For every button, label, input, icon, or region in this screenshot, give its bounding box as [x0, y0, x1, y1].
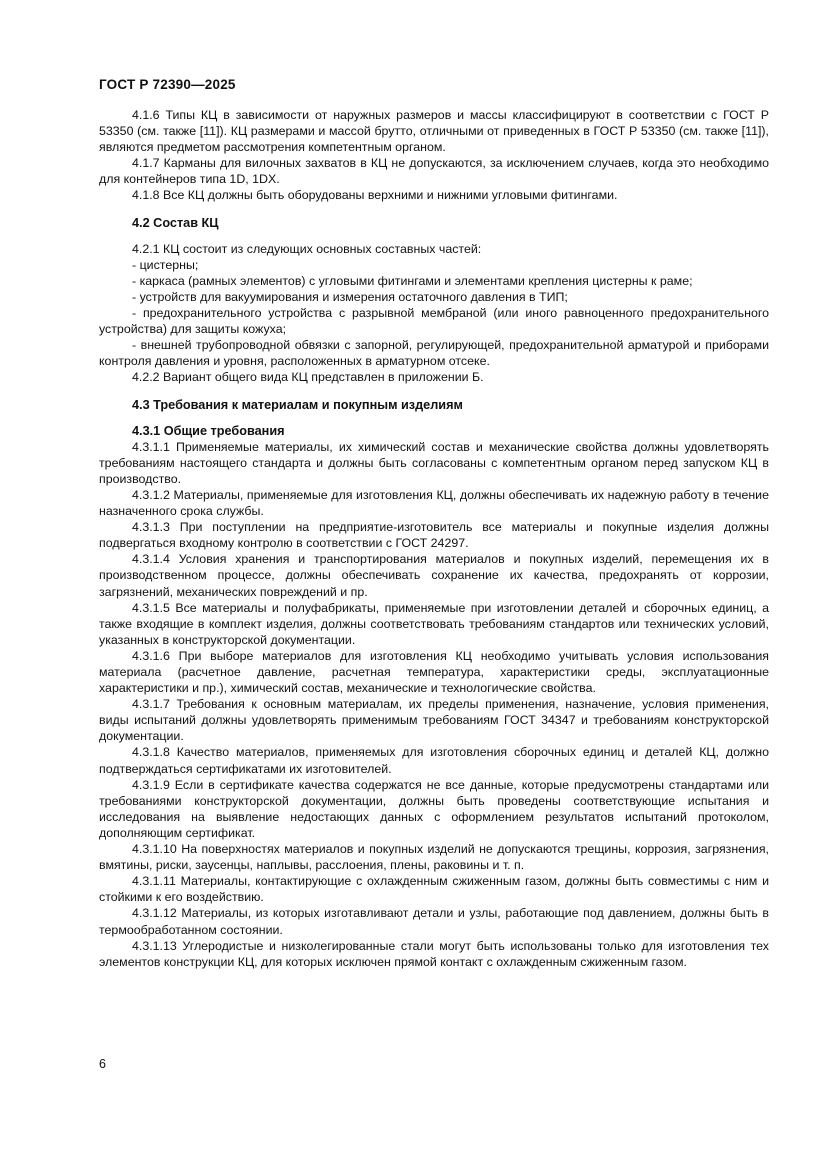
paragraph-4-3-1-1: 4.3.1.1 Применяемые материалы, их химический состав и механические свойства должны удовлетворять требованиям настоящего стандарта и должны быть согласованы с компетентным органом перед запуском КЦ в производство. — [99, 439, 769, 486]
section-heading-4-2: 4.2 Состав КЦ — [132, 215, 219, 230]
page-body — [99, 107, 769, 970]
document-header: ГОСТ Р 72390—2025 — [99, 77, 236, 92]
list-item: - цистерны; — [132, 257, 199, 272]
paragraph-4-3-1-11: 4.3.1.11 Материалы, контактирующие с охлажденным сжиженным газом, должны быть совместимы с ним и стойкими к его воздействию. — [99, 874, 769, 905]
paragraph-4-3-1-4: 4.3.1.4 Условия хранения и транспортирования материалов и покупных изделий, перемещения их в производственном процессе, должны обеспечивать сохранение их качества, предохранять от коррозии, загрязнений, механических повреждений и пр. — [99, 552, 769, 599]
paragraph-4-3-1-10: 4.3.1.10 На поверхностях материалов и покупных изделий не допускаются трещины, коррозия, загрязнения, вмятины, риски, заусенцы, наплывы, расслоения, плены, раковины и т. п. — [99, 842, 769, 873]
subsection-heading-4-3-1: 4.3.1 Общие требования — [132, 423, 285, 438]
list-item: - устройств для вакуумирования и измерения остаточного давления в ТИП; — [132, 289, 568, 304]
paragraph-4-2-2: 4.2.2 Вариант общего вида КЦ представлен в приложении Б. — [132, 370, 484, 385]
list-item: - внешней трубопроводной обвязки с запорной, регулирующей, предохранительной арматурой и приборами контроля давления и уровня, расположенных в арматурном отсеке. — [99, 338, 769, 369]
paragraph-4-1-8: 4.1.8 Все КЦ должны быть оборудованы верхними и нижними угловыми фитингами. — [132, 188, 618, 203]
list-item: - предохранительного устройства с разрывной мембраной (или иного равноценного предохранительного устройства) для защиты кожуха; — [99, 306, 769, 337]
paragraph-4-3-1-5: 4.3.1.5 Все материалы и полуфабрикаты, применяемые при изготовлении деталей и сборочных единиц, а также входящие в комплект изделия, должны соответствовать требованиям стандартов или технических условий, указанных в конструкторской документации. — [99, 600, 769, 647]
paragraph-4-3-1-2: 4.3.1.2 Материалы, применяемые для изготовления КЦ, должны обеспечивать их надежную работу в течение назначенного срока службы. — [99, 487, 769, 519]
paragraph-4-1-6: 4.1.6 Типы КЦ в зависимости от наружных размеров и массы классифицируют в соответствии с ГОСТ Р 53350 (см. также [11]). КЦ размерами и массой брутто, отличными от приведенных в ГОСТ Р 53350 (см. также [11]), являются предметом рассмотрения компетентным органом. — [99, 108, 769, 155]
paragraph-4-3-1-6: 4.3.1.6 При выборе материалов для изготовления КЦ необходимо учитывать условия использования материала (расчетное давление, расчетная температура, характеристики среды, эксплуатационные характеристики и пр.), химический состав, механические и технологические свойства. — [99, 648, 769, 696]
paragraph-4-3-1-13: 4.3.1.13 Углеродистые и низколегированные стали могут быть использованы только для изготовления тех элементов конструкции КЦ, для которых исключен прямой контакт с охлажденным сжиженным газом. — [99, 938, 769, 969]
paragraph-4-3-1-9: 4.3.1.9 Если в сертификате качества содержатся не все данные, которые предусмотрены стандартами или требованиями конструкторской документации, должны быть проведены соответствующие испытания и исследования на выявление недостающих данных с оформлением результатов испытаний протоколом, дополняющим сертификат. — [99, 777, 769, 840]
paragraph-4-3-1-12: 4.3.1.12 Материалы, из которых изготавливают детали и узлы, работающие под давлением, должны быть в термообработанном состоянии. — [99, 906, 769, 937]
paragraph-4-3-1-8: 4.3.1.8 Качество материалов, применяемых для изготовления сборочных единиц и деталей КЦ, должно подтверждаться сертификатами их изготовителей. — [99, 745, 769, 776]
paragraph-4-3-1-7: 4.3.1.7 Требования к основным материалам, их пределы применения, назначение, условия применения, виды испытаний должны удовлетворять применимым требованиям ГОСТ 34347 и требованиям конструкторской документации. — [99, 697, 769, 744]
paragraph-4-2-1: 4.2.1 КЦ состоит из следующих основных составных частей: — [132, 241, 482, 256]
section-heading-4-3: 4.3 Требования к материалам и покупным изделиям — [132, 397, 463, 412]
page-number: 6 — [99, 1057, 106, 1071]
paragraph-4-3-1-3: 4.3.1.3 При поступлении на предприятие-изготовитель все материалы и покупные изделия должны подвергаться входному контролю в соответствии с ГОСТ 24297. — [99, 520, 769, 551]
paragraph-4-1-7: 4.1.7 Карманы для вилочных захватов в КЦ не допускаются, за исключением случаев, когда это необходимо для контейнеров типа 1D, 1DX. — [99, 156, 769, 187]
list-item: - каркаса (рамных элементов) с угловыми фитингами и элементами крепления цистерны к раме; — [132, 273, 693, 288]
